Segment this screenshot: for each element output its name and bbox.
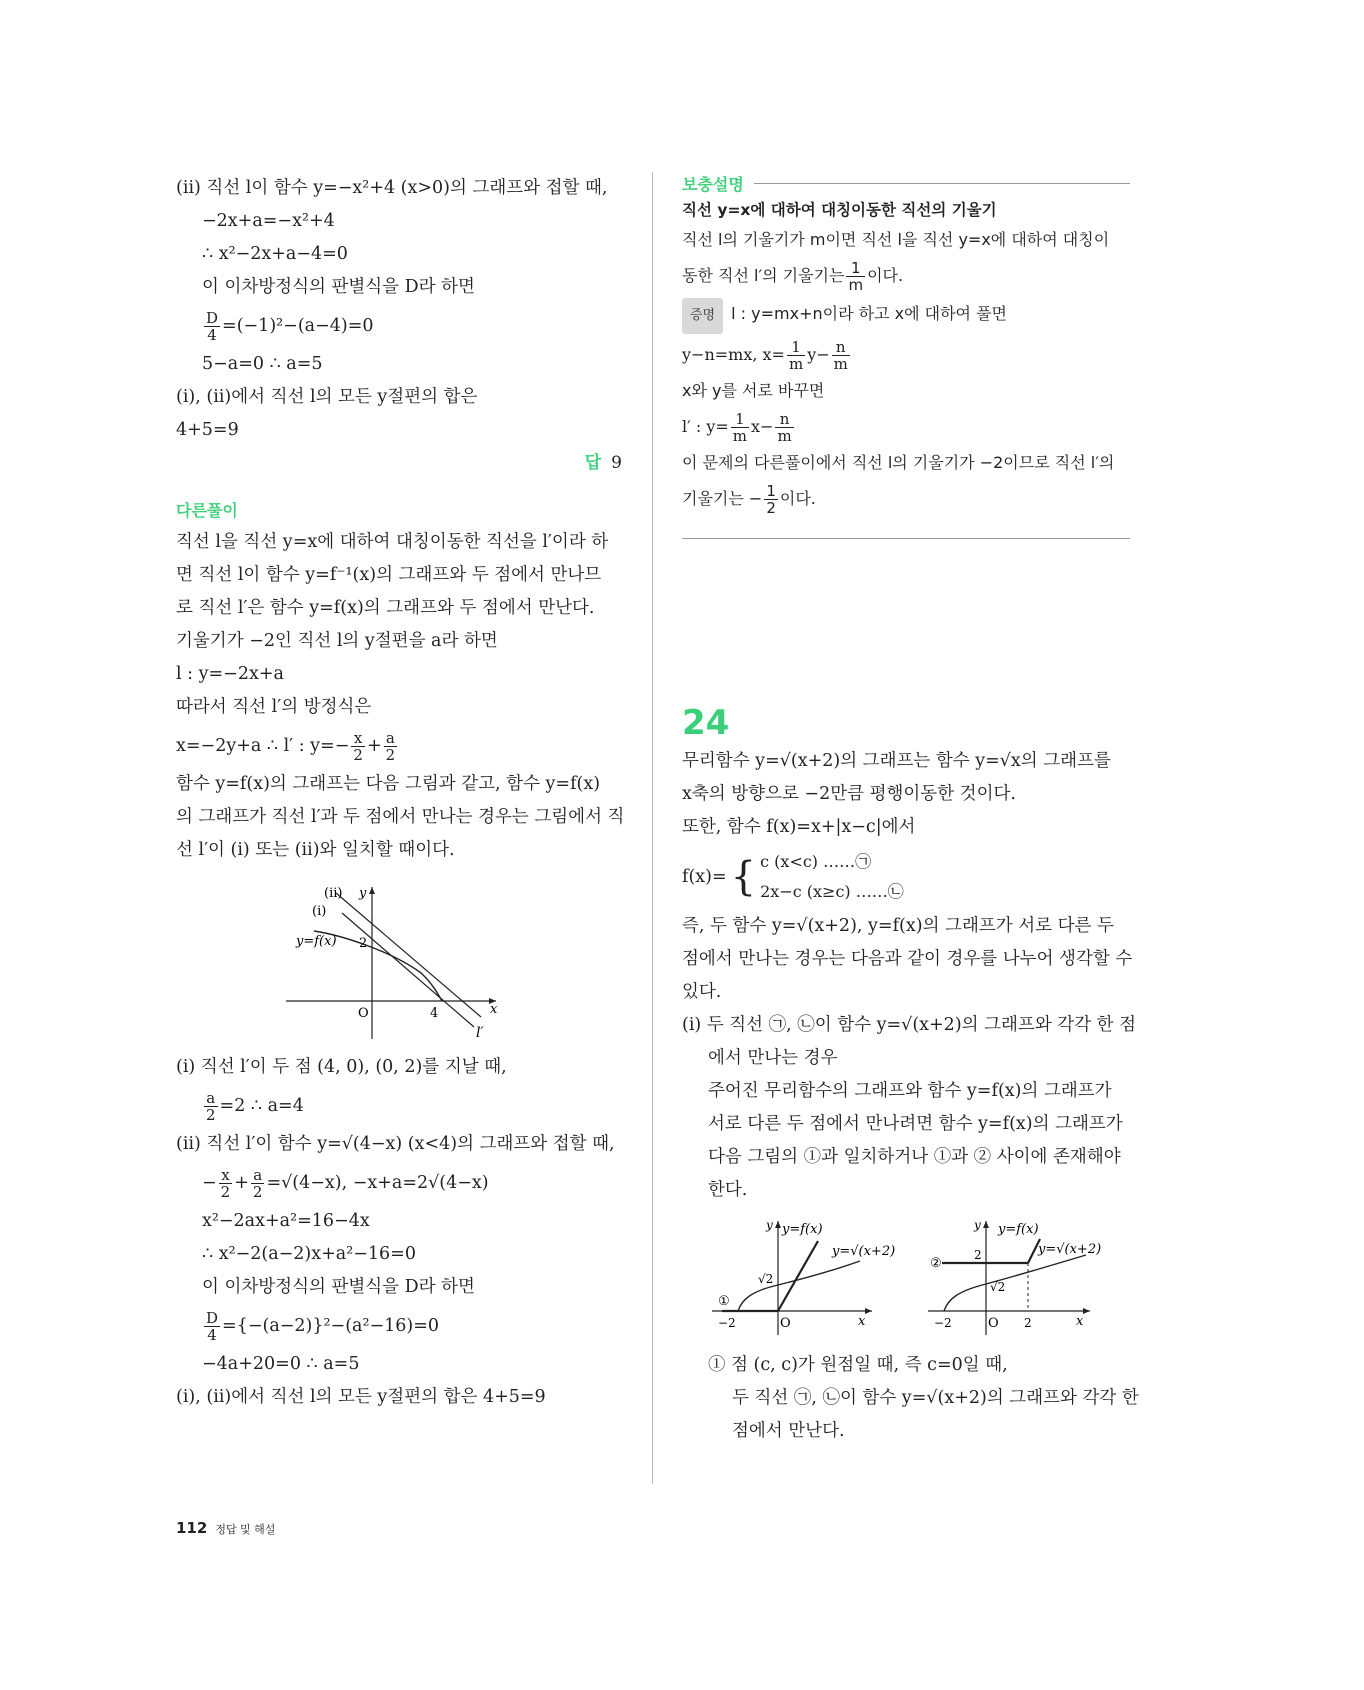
fraction: $\frac{a}{2}$ xyxy=(252,1166,263,1201)
label-lprime: l′ xyxy=(476,1025,484,1041)
equation-line: x²−2ax+a²=16−4x xyxy=(202,1211,370,1231)
case2-equation: − $\frac{x}{2}$ + $\frac{a}{2}$ =√(4−x), −x+a=2√(4−x) xyxy=(202,1166,489,1201)
label-2: 2 xyxy=(359,936,368,951)
text-line: 무리함수 y=√(x+2)의 그래프는 함수 y=√x의 그래프를 xyxy=(682,751,1111,771)
text-line: 서로 다른 두 점에서 만나려면 함수 y=f(x)의 그래프가 xyxy=(708,1114,1123,1134)
text-line: 직선 l의 기울기가 m이면 직선 l을 직선 y=x에 대하여 대칭이 xyxy=(682,230,1110,249)
fraction: $\frac{a}{2}$ xyxy=(206,1089,216,1124)
graph-cases xyxy=(682,1207,1130,1345)
text-line: 동한 직선 l′의 기울기는 $\frac{1}{m}$ 이다. xyxy=(682,259,904,294)
text-line: 로 직선 l′은 함수 y=f(x)의 그래프와 두 점에서 만난다. xyxy=(176,598,595,618)
fraction: $\frac{1}{m}$ xyxy=(788,338,804,373)
text-line: 따라서 직선 l′의 방정식은 xyxy=(176,697,372,717)
answer: 답 9 xyxy=(584,453,622,473)
discriminant-equation: $\frac{D}{4}$ =(−1)²−(a−4)=0 xyxy=(206,309,374,344)
equation-line: ∴ x²−2x+a−4=0 xyxy=(202,244,348,264)
text-line: 한다. xyxy=(708,1180,748,1200)
right-column xyxy=(682,172,1139,1448)
text-line: (ⅱ) 직선 l이 함수 y=−x²+4 (x>0)의 그래프와 접할 때, xyxy=(176,178,608,198)
header-rule xyxy=(754,183,1130,184)
text-line: 다음 그림의 ①과 일치하거나 ①과 ② 사이에 존재해야 xyxy=(708,1147,1121,1167)
text-line: 있다. xyxy=(682,982,722,1002)
svg-text:x: x xyxy=(1076,1314,1084,1329)
text-line: 함수 y=f(x)의 그래프는 다음 그림과 같고, 함수 y=f(x) xyxy=(176,774,601,794)
brace: { xyxy=(730,854,757,900)
svg-text:√2: √2 xyxy=(758,1272,774,1286)
svg-text:y=f(x): y=f(x) xyxy=(998,1222,1039,1237)
text-line: (ⅰ), (ⅱ)에서 직선 l의 모든 y절편의 합은 4+5=9 xyxy=(176,1387,546,1407)
text-line: 점에서 만나는 경우는 다음과 같이 경우를 나누어 생각할 수 xyxy=(682,949,1133,969)
text-line: ① 점 (c, c)가 원점일 때, 즉 c=0일 때, xyxy=(708,1355,1008,1375)
lprime-equation: x=−2y+a ∴ l′ : y=− $\frac{x}{2}$ + $\frac{a}{2}$ xyxy=(176,729,396,764)
equation-line: 4+5=9 xyxy=(176,420,239,440)
svg-text:y=f(x): y=f(x) xyxy=(782,1222,823,1237)
fraction: $\frac{1}{m}$ xyxy=(848,259,864,294)
footer-label: 정답 및 해설 xyxy=(215,1523,276,1536)
text-line: 의 그래프가 직선 l′과 두 점에서 만나는 경우는 그림에서 직 xyxy=(176,807,625,827)
sqrt-curve xyxy=(738,1261,860,1311)
svg-text:②: ② xyxy=(930,1256,942,1271)
supplement-heading: 직선 y=x에 대하여 대칭이동한 직선의 기울기 xyxy=(682,201,997,219)
alt-solution-title: 다른풀이 xyxy=(176,501,238,520)
text-line: (ⅰ) 두 직선 ㉠, ㉡이 함수 y=√(x+2)의 그래프와 각각 한 점 xyxy=(682,1015,1137,1035)
svg-text:O: O xyxy=(780,1316,791,1331)
fraction: $\frac{a}{2}$ xyxy=(385,729,396,764)
label-x: x xyxy=(490,1002,498,1017)
supplement-header xyxy=(682,172,1130,195)
equation-line: −2x+a=−x²+4 xyxy=(202,211,335,231)
fraction: $\frac{x}{2}$ xyxy=(353,729,363,764)
svg-text:①: ① xyxy=(718,1294,730,1309)
equation-line: ∴ x²−2(a−2)x+a²−16=0 xyxy=(202,1244,416,1264)
piecewise-definition: f(x)= { c (x<c) ……㉠ 2x−c (x≥c) ……㉡ xyxy=(682,852,904,901)
svg-text:O: O xyxy=(988,1316,999,1331)
fraction: $\frac{1}{m}$ xyxy=(732,410,747,445)
text-line: 또한, 함수 f(x)=x+|x−c|에서 xyxy=(682,817,916,837)
svg-text:y=√(x+2): y=√(x+2) xyxy=(1038,1242,1102,1257)
fraction: $\frac{x}{2}$ xyxy=(220,1166,231,1201)
proof-line: 증명 l : y=mx+n이라 하고 x에 대하여 풀면 xyxy=(682,297,1130,334)
fraction: $\frac{D}{4}$ xyxy=(206,309,219,344)
fraction: $\frac{n}{m}$ xyxy=(777,410,792,445)
svg-text:2: 2 xyxy=(974,1248,982,1262)
column-divider xyxy=(652,172,653,1484)
label-origin: O xyxy=(358,1006,369,1021)
label-fx: y=f(x) xyxy=(296,934,337,949)
text-line: 면 직선 l이 함수 y=f⁻¹(x)의 그래프와 두 점에서 만나므 xyxy=(176,565,602,585)
text-line: 즉, 두 함수 y=√(x+2), y=f(x)의 그래프가 서로 다른 두 xyxy=(682,916,1114,936)
supplement-title: 보충설명 xyxy=(682,175,744,194)
proof-badge: 증명 xyxy=(682,298,723,334)
page-footer xyxy=(176,1518,275,1537)
case1-equation: $\frac{a}{2}$ =2 ∴ a=4 xyxy=(206,1089,304,1124)
text-line: 이 이차방정식의 판별식을 D라 하면 xyxy=(202,1277,475,1297)
text-line: 기울기가 −2인 직선 l의 y절편을 a라 하면 xyxy=(176,631,498,651)
svg-text:√2: √2 xyxy=(990,1280,1006,1294)
svg-text:y: y xyxy=(766,1218,773,1232)
text-line: x축의 방향으로 −2만큼 평행이동한 것이다. xyxy=(682,784,1016,804)
text-line: (ⅰ), (ⅱ)에서 직선 l의 모든 y절편의 합은 xyxy=(176,387,478,407)
text-line: (ⅰ) 직선 l′이 두 점 (4, 0), (0, 2)를 지날 때, xyxy=(176,1057,507,1077)
graph-case-2 xyxy=(928,1218,1101,1335)
line-ii xyxy=(336,893,481,1017)
label-4: 4 xyxy=(430,1006,439,1021)
label-y: y xyxy=(359,886,367,901)
text-line: 직선 l을 직선 y=x에 대하여 대칭이동한 직선을 l′이라 하 xyxy=(176,532,609,552)
text-line: 주어진 무리함수의 그래프와 함수 y=f(x)의 그래프가 xyxy=(708,1081,1112,1101)
proof-equation-2: l′ : y= $\frac{1}{m}$ x− $\frac{n}{m}$ xyxy=(682,410,792,445)
text-line: 이 이차방정식의 판별식을 D라 하면 xyxy=(202,277,475,297)
equation-line: −4a+20=0 ∴ a=5 xyxy=(202,1354,360,1374)
page-number: 112 xyxy=(176,1519,208,1537)
text-line: (ⅱ) 직선 l′이 함수 y=√(4−x) (x<4)의 그래프와 접할 때, xyxy=(176,1134,615,1154)
svg-text:2: 2 xyxy=(1024,1316,1032,1330)
text-line: 기울기는 − $\frac{1}{2}$ 이다. xyxy=(682,482,816,517)
svg-text:y: y xyxy=(974,1218,981,1232)
fraction: $\frac{n}{m}$ xyxy=(833,338,848,373)
text-line: 에서 만나는 경우 xyxy=(708,1048,838,1068)
problem-number: 24 xyxy=(682,703,730,743)
svg-text:−2: −2 xyxy=(718,1316,736,1330)
equation-line: 5−a=0 ∴ a=5 xyxy=(202,354,323,374)
discriminant-equation-2: $\frac{D}{4}$ ={−(a−2)}²−(a²−16)=0 xyxy=(206,1309,440,1344)
svg-text:x: x xyxy=(858,1314,866,1329)
text-line: 점에서 만난다. xyxy=(732,1421,845,1441)
y-arrow xyxy=(369,887,375,894)
proof-equation-1: y−n=mx, x= $\frac{1}{m}$ y− $\frac{n}{m}$ xyxy=(682,338,848,373)
left-column xyxy=(176,172,625,1414)
fraction: $\frac{1}{2}$ xyxy=(766,482,776,517)
graph-fx-lines xyxy=(176,867,622,1047)
text-line: x와 y를 서로 바꾸면 xyxy=(682,381,825,400)
label-i: (ⅰ) xyxy=(312,904,327,919)
text-line: 두 직선 ㉠, ㉡이 함수 y=√(x+2)의 그래프와 각각 한 xyxy=(732,1388,1139,1408)
svg-text:y=√(x+2): y=√(x+2) xyxy=(832,1244,896,1259)
text-line: 이 문제의 다른풀이에서 직선 l의 기울기가 −2이므로 직선 l′의 xyxy=(682,453,1115,472)
text-line: 선 l′이 (ⅰ) 또는 (ⅱ)와 일치할 때이다. xyxy=(176,840,455,860)
equation-line: l : y=−2x+a xyxy=(176,664,284,684)
label-ii: (ⅱ) xyxy=(324,886,343,901)
fraction: $\frac{D}{4}$ xyxy=(206,1309,219,1344)
svg-text:−2: −2 xyxy=(934,1316,952,1330)
graph-case-1 xyxy=(712,1218,895,1335)
